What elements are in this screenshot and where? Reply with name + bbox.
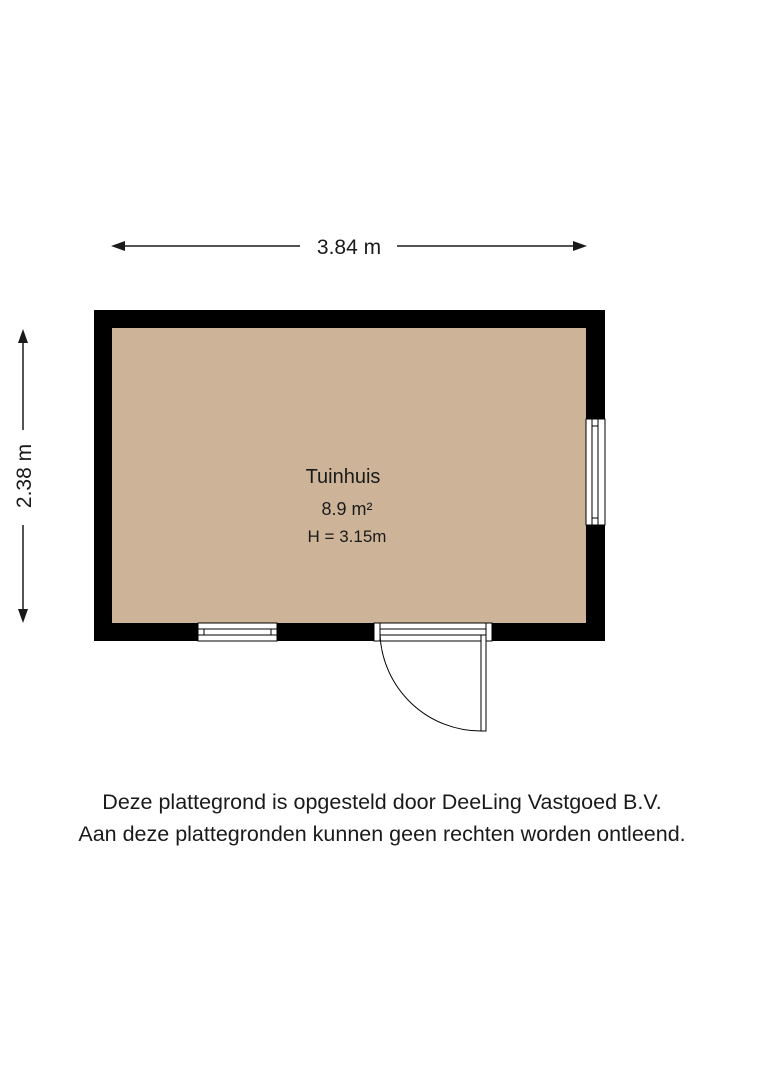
- wall-bottom-left: [94, 623, 198, 641]
- room-name: Tuinhuis: [305, 466, 381, 488]
- room-area: 8.9 m²: [321, 499, 373, 519]
- window-right: [586, 419, 605, 525]
- disclaimer-line-2: Aan deze plattegronden kunnen geen rechten worden ontleend.: [78, 822, 686, 846]
- depth-dimension-label: 2.38 m: [13, 443, 36, 509]
- arrow-right-icon: [573, 241, 587, 251]
- door-leaf: [481, 635, 486, 731]
- window-bottom: [198, 623, 277, 641]
- wall-bottom-right: [492, 623, 605, 641]
- door-threshold: [374, 623, 492, 641]
- depth-dimension: [13, 329, 36, 623]
- disclaimer: [0, 786, 764, 850]
- width-dimension-label: 3.84 m: [316, 236, 382, 259]
- arrow-left-icon: [111, 241, 125, 251]
- door-swing-arc: [380, 635, 481, 731]
- width-dimension: [111, 236, 587, 259]
- wall-right-upper: [586, 310, 605, 419]
- door: [374, 623, 492, 731]
- disclaimer-line-1: Deze plattegrond is opgesteld door DeeLing Vastgoed B.V.: [102, 790, 662, 814]
- arrow-down-icon: [18, 609, 28, 623]
- room-height: H = 3.15m: [307, 527, 387, 546]
- wall-bottom-middle: [277, 623, 374, 641]
- wall-left: [94, 310, 112, 641]
- wall-top: [94, 310, 605, 328]
- arrow-up-icon: [18, 329, 28, 343]
